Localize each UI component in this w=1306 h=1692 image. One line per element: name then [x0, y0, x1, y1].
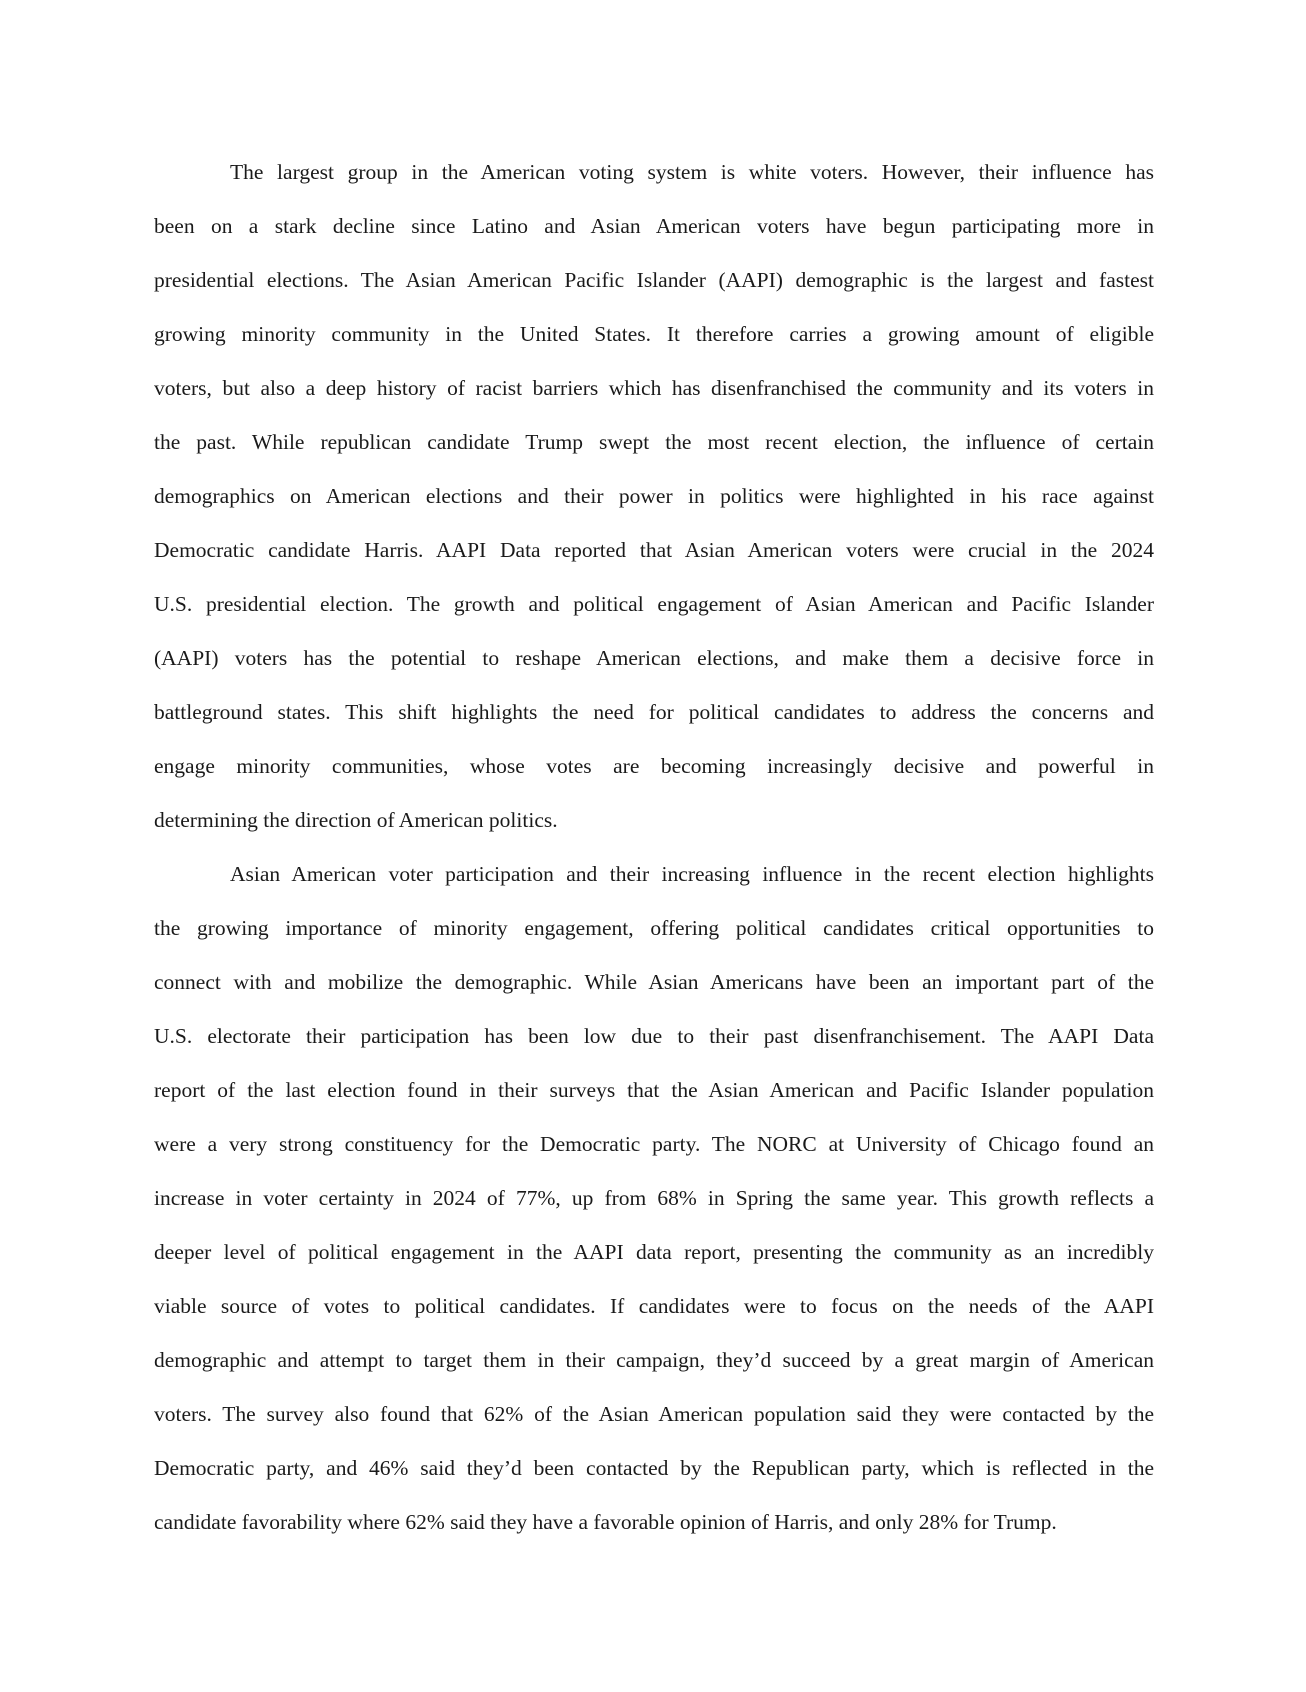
paragraph-line: connect with and mobilize the demographic. While Asian Americans have been an important part of the [154, 970, 1154, 994]
paragraph-line: deeper level of political engagement in the AAPI data report, presenting the community as an incredibly [154, 1240, 1154, 1264]
paragraph-line: voters, but also a deep history of racist barriers which has disenfranchised the community and its voters in [154, 376, 1154, 400]
paragraph-line: increase in voter certainty in 2024 of 77%, up from 68% in Spring the same year. This growth reflects a [154, 1186, 1154, 1210]
paragraph-line: The largest group in the American voting system is white voters. However, their influence has [230, 160, 1154, 184]
paragraph-line: Asian American voter participation and their increasing influence in the recent election highlights [230, 862, 1154, 886]
paragraph-line: growing minority community in the United States. It therefore carries a growing amount of eligible [154, 322, 1154, 346]
paragraph-line: voters. The survey also found that 62% of the Asian American population said they were contacted by the [154, 1402, 1154, 1426]
paragraph-line: engage minority communities, whose votes are becoming increasingly decisive and powerful in [154, 754, 1154, 778]
paragraph-line: U.S. electorate their participation has been low due to their past disenfranchisement. The AAPI Data [154, 1024, 1154, 1048]
essay-body [154, 145, 1154, 1549]
paragraph-line: report of the last election found in their surveys that the Asian American and Pacific Islander population [154, 1078, 1154, 1102]
paragraph-line: viable source of votes to political candidates. If candidates were to focus on the needs of the AAPI [154, 1294, 1154, 1318]
paragraph-line: battleground states. This shift highlights the need for political candidates to address the concerns and [154, 700, 1154, 724]
paragraph-line: Democratic party, and 46% said they’d been contacted by the Republican party, which is reflected in the [154, 1456, 1154, 1480]
paragraph-2 [154, 847, 1154, 1549]
paragraph-line: were a very strong constituency for the Democratic party. The NORC at University of Chicago found an [154, 1132, 1154, 1156]
paragraph-line: the past. While republican candidate Trump swept the most recent election, the influence of certain [154, 430, 1154, 454]
paragraph-line: U.S. presidential election. The growth and political engagement of Asian American and Pacific Islander [154, 592, 1154, 616]
paragraph-line: been on a stark decline since Latino and Asian American voters have begun participating more in [154, 214, 1154, 238]
paragraph-line: the growing importance of minority engagement, offering political candidates critical opportunities to [154, 916, 1154, 940]
paragraph-line: (AAPI) voters has the potential to reshape American elections, and make them a decisive force in [154, 646, 1154, 670]
paragraph-line: demographic and attempt to target them in their campaign, they’d succeed by a great margin of American [154, 1348, 1154, 1372]
paragraph-line: candidate favorability where 62% said they have a favorable opinion of Harris, and only 28% for Trump. [154, 1510, 1057, 1534]
paragraph-line: presidential elections. The Asian American Pacific Islander (AAPI) demographic is the largest and fastest [154, 268, 1154, 292]
paragraph-1 [154, 145, 1154, 847]
paragraph-line: determining the direction of American politics. [154, 808, 558, 832]
paragraph-line: demographics on American elections and their power in politics were highlighted in his race against [154, 484, 1154, 508]
paragraph-line: Democratic candidate Harris. AAPI Data reported that Asian American voters were crucial in the 2024 [154, 538, 1154, 562]
